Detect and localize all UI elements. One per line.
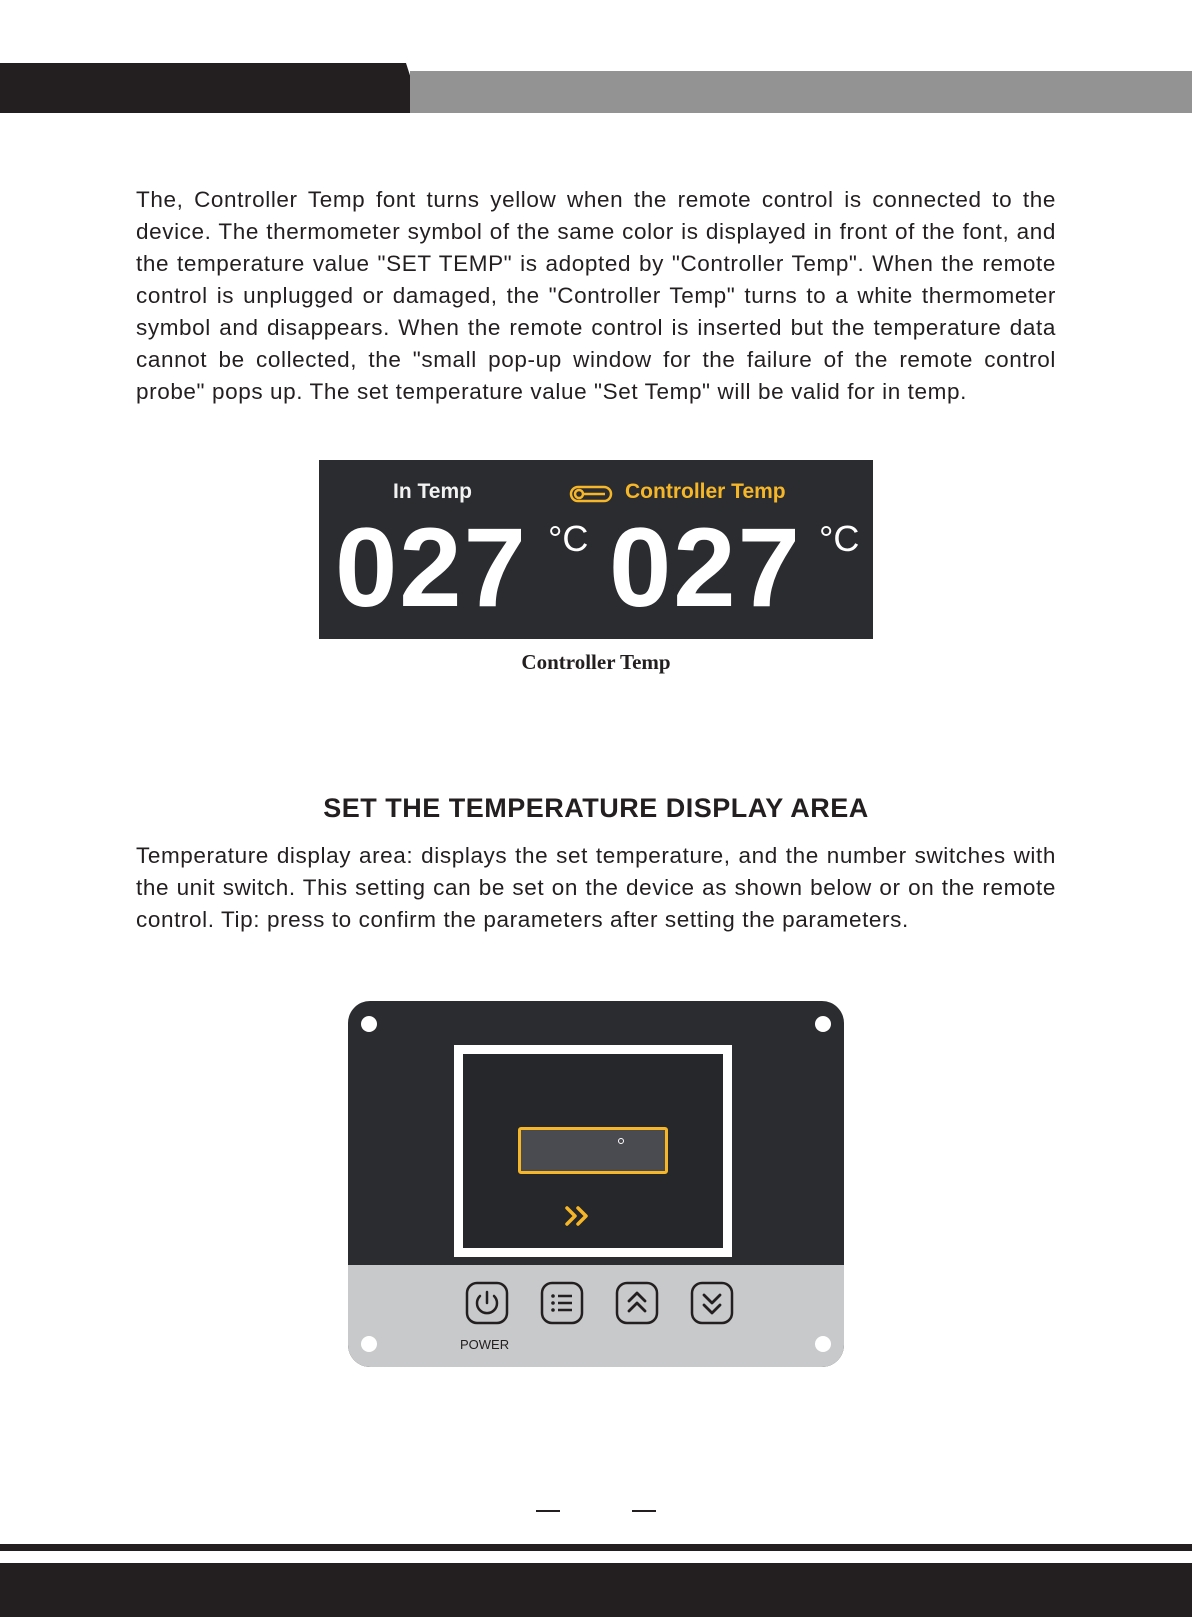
- up-button[interactable]: [615, 1281, 659, 1325]
- double-chevron-right-icon: [563, 1204, 593, 1228]
- mounting-hole: [815, 1336, 831, 1352]
- footer-line: [0, 1544, 1192, 1551]
- page-number-dash: [536, 1510, 560, 1512]
- controller-temp-label: Controller Temp: [625, 480, 786, 503]
- in-temp-label: In Temp: [393, 480, 472, 503]
- degree-symbol: [618, 1138, 624, 1144]
- intro-paragraph: The, Controller Temp font turns yellow when the remote control is connected to the device. The thermometer symbol of the same color is displayed in front of the font, and the temperature value "SET TEMP" is adopted by "Controller Temp". When the remote control is unplugged or damaged, the "Controller Temp" turns to a white thermometer symbol and disappears. When the remote control is inserted but the temperature data cannot be collected, the "small pop-up window for the failure of the remote control probe" pops up. The set temperature value "Set Temp" will be valid for in temp.: [136, 187, 1056, 404]
- in-temp-value: 027: [335, 505, 528, 630]
- header-bar-dark: [0, 63, 422, 113]
- display-screen: [454, 1045, 732, 1257]
- button-strip: [348, 1265, 844, 1367]
- mounting-hole: [361, 1016, 377, 1032]
- set-temp-box: [518, 1127, 668, 1174]
- page-number-dash: [632, 1510, 656, 1512]
- in-temp-unit: °C: [548, 518, 589, 559]
- figure-caption: Controller Temp: [521, 650, 671, 674]
- section-paragraph: Temperature display area: displays the set temperature, and the number switches with the unit switch. This setting can be set on the device as shown below or on the remote control. Tip: press to confirm the parameters after setting the parameters.: [136, 843, 1056, 932]
- power-button[interactable]: [465, 1281, 509, 1325]
- section-title: SET THE TEMPERATURE DISPLAY AREA: [323, 793, 869, 823]
- control-panel-figure: [348, 1001, 844, 1367]
- mounting-hole: [361, 1336, 377, 1352]
- header-bar-gray: [410, 71, 1192, 113]
- thermometer-icon: [569, 482, 615, 506]
- controller-temp-value: 027: [609, 505, 802, 630]
- footer-bar: [0, 1563, 1192, 1617]
- down-button[interactable]: [690, 1281, 734, 1325]
- menu-button[interactable]: [540, 1281, 584, 1325]
- power-label: POWER: [460, 1337, 510, 1352]
- mounting-hole: [815, 1016, 831, 1032]
- controller-temp-unit: °C: [819, 518, 860, 559]
- temperature-display-figure: [319, 460, 873, 639]
